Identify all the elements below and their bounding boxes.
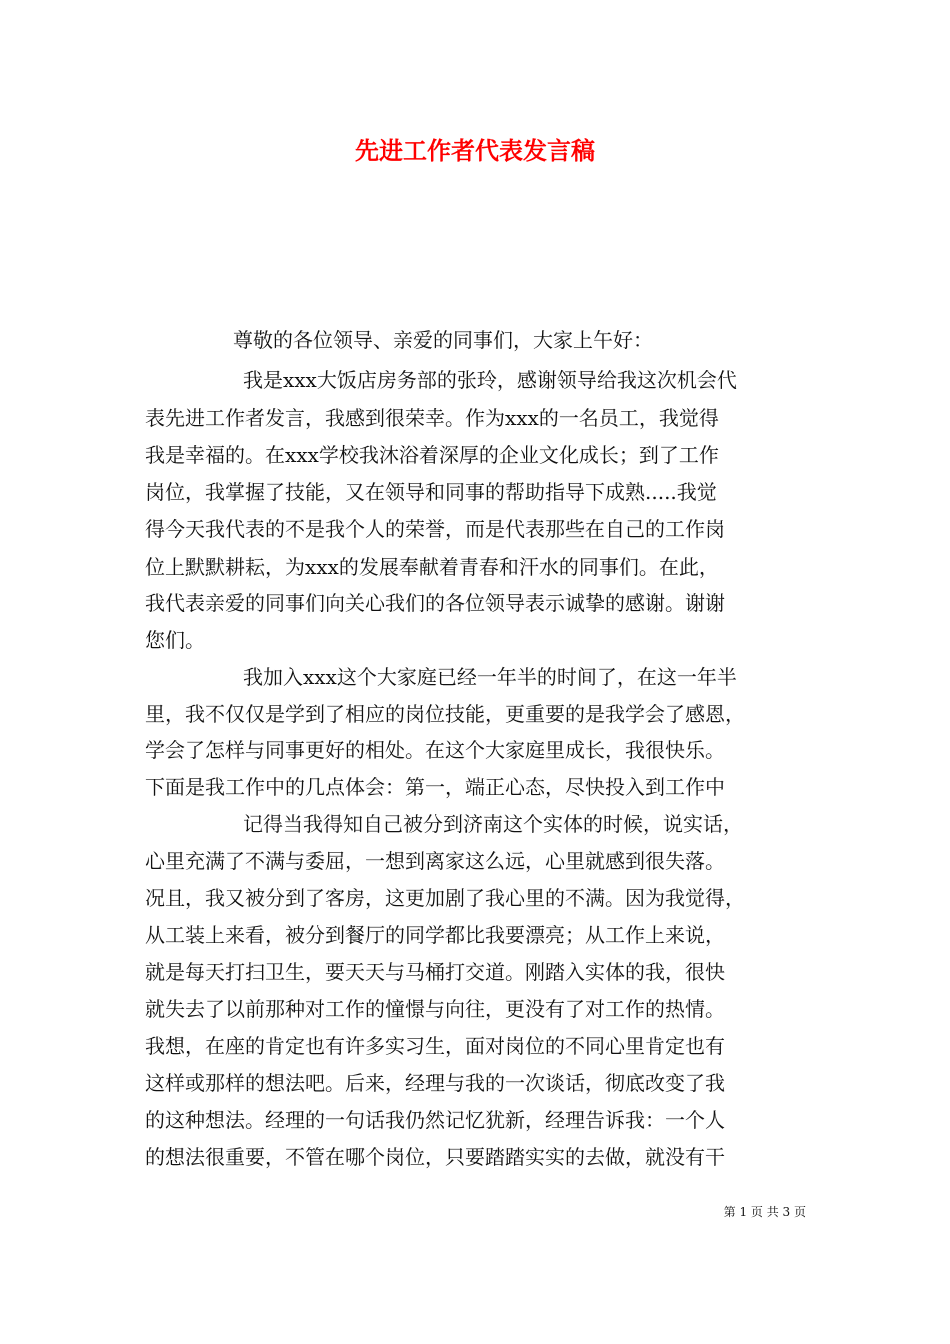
body-line: 里，我不仅仅是学到了相应的岗位技能，更重要的是我学会了感恩， <box>145 702 745 726</box>
body-line: 我是xxx大饭店房务部的张玲，感谢领导给我这次机会代 <box>243 368 737 392</box>
body-line: 况且，我又被分到了客房，这更加剧了我心里的不满。因为我觉得， <box>145 886 745 910</box>
page-number: 第 1 页 共 3 页 <box>723 1205 806 1219</box>
body-line: 从工装上来看，被分到餐厅的同学都比我要漂亮；从工作上来说， <box>145 923 725 947</box>
body-line: 我加入xxx这个大家庭已经一年半的时间了，在这一年半 <box>243 665 737 689</box>
body-line: 表先进工作者发言，我感到很荣幸。作为xxx的一名员工，我觉得 <box>145 406 719 430</box>
body-line: 我是幸福的。在xxx学校我沐浴着深厚的企业文化成长；到了工作 <box>145 443 719 467</box>
body-line: 得今天我代表的不是我个人的荣誉，而是代表那些在自己的工作岗 <box>145 517 725 541</box>
body-line: 学会了怎样与同事更好的相处。在这个大家庭里成长，我很快乐。 <box>145 738 725 762</box>
body-line: 的这种想法。经理的一句话我仍然记忆犹新，经理告诉我：一个人 <box>145 1108 725 1132</box>
body-line: 就是每天打扫卫生，要天天与马桶打交道。刚踏入实体的我，很快 <box>145 960 725 984</box>
document-title: 先进工作者代表发言稿 <box>355 136 595 165</box>
salutation-line: 尊敬的各位领导、亲爱的同事们，大家上午好： <box>233 328 653 352</box>
body-line: 位上默默耕耘，为xxx的发展奉献着青春和汗水的同事们。在此， <box>145 555 719 579</box>
body-line: 岗位，我掌握了技能，又在领导和同事的帮助指导下成熟.....我觉 <box>145 480 717 504</box>
body-line: 这样或那样的想法吧。后来，经理与我的一次谈话，彻底改变了我 <box>145 1071 725 1095</box>
body-line: 心里充满了不满与委屈，一想到离家这么远，心里就感到很失落。 <box>145 849 725 873</box>
body-line: 我代表亲爱的同事们向关心我们的各位领导表示诚挚的感谢。谢谢 <box>145 591 725 615</box>
body-line: 的想法很重要，不管在哪个岗位，只要踏踏实实的去做，就没有干 <box>145 1145 725 1169</box>
body-line: 就失去了以前那种对工作的憧憬与向往，更没有了对工作的热情。 <box>145 997 725 1021</box>
body-line: 下面是我工作中的几点体会：第一，端正心态，尽快投入到工作中 <box>145 775 725 799</box>
body-line: 您们。 <box>145 628 205 652</box>
body-line: 我想，在座的肯定也有许多实习生，面对岗位的不同心里肯定也有 <box>145 1034 725 1058</box>
body-line: 记得当我得知自己被分到济南这个实体的时候，说实话， <box>243 812 743 836</box>
